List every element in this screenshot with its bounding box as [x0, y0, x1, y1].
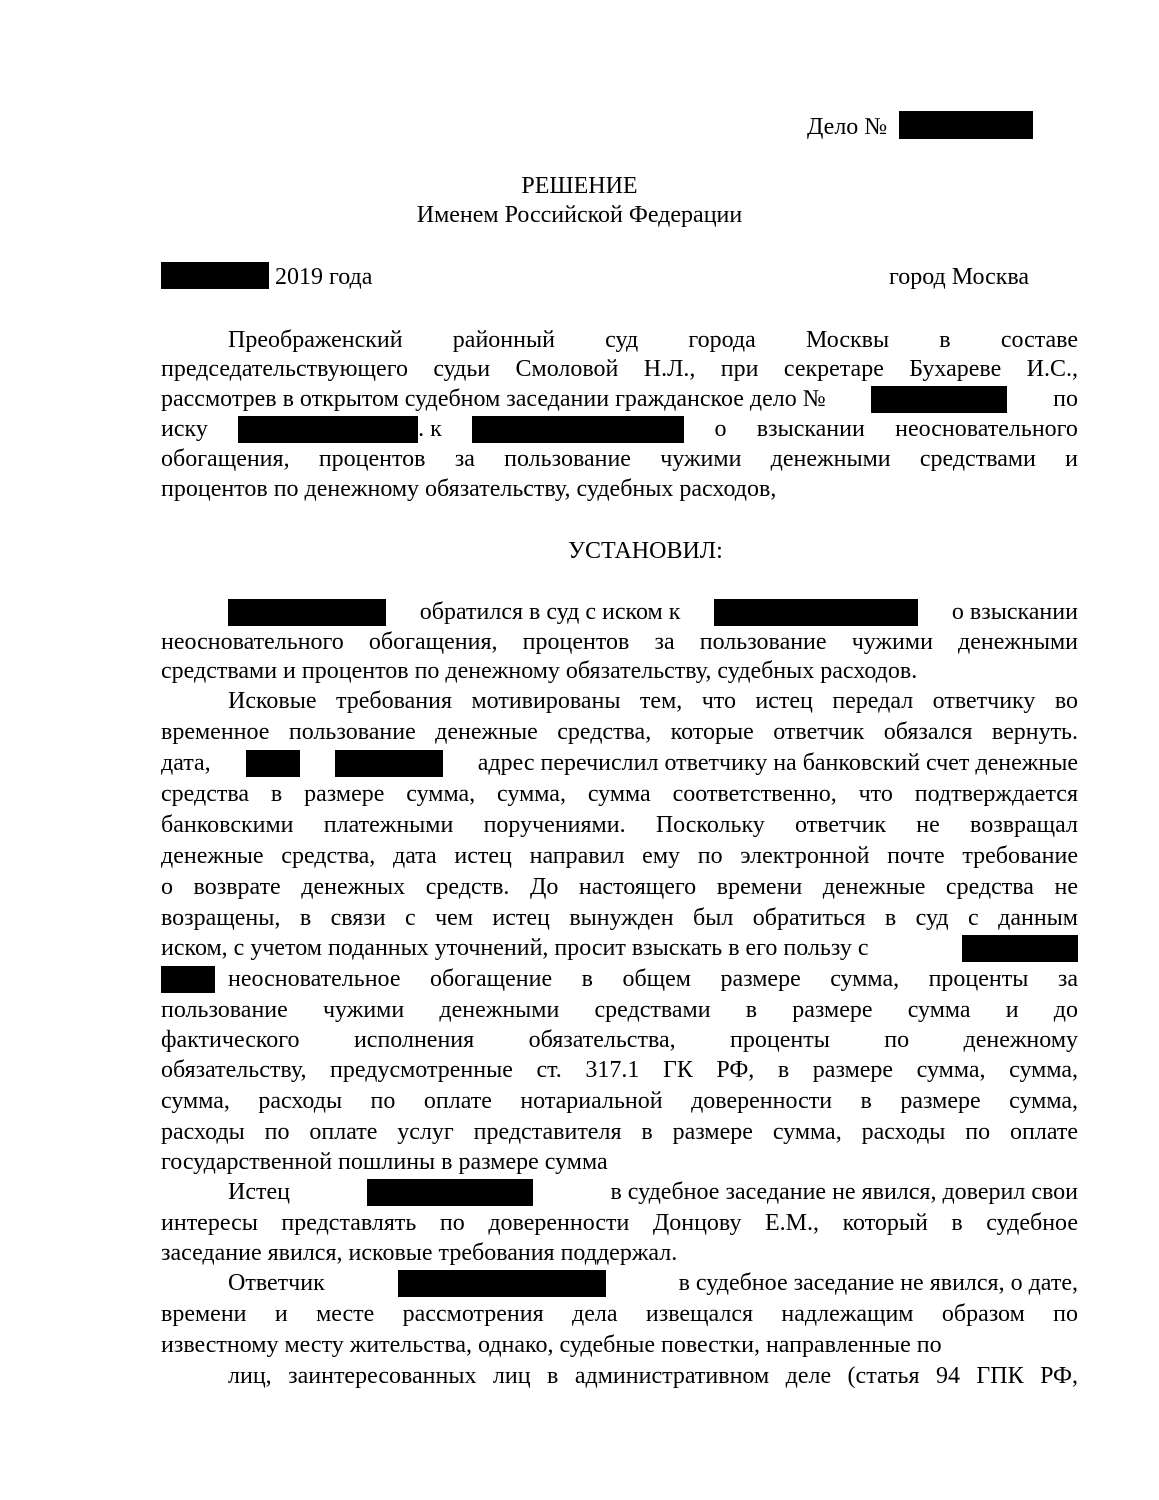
- city: город Москва: [889, 264, 1030, 290]
- body-p4-line-1: [228, 1268, 1078, 1298]
- redacted-block: [335, 750, 443, 777]
- body-p2-line-9: [161, 933, 1078, 963]
- body-p2-line-2: временное пользование денежные средства, которые ответчик обязался вернуть.: [161, 719, 1078, 745]
- body-p4-line-2: времени и месте рассмотрения дела извещался надлежащим образом по: [161, 1301, 1078, 1327]
- text: по: [1053, 386, 1078, 412]
- section-title: УСТАНОВИЛ:: [568, 538, 723, 564]
- body-p2-line-10: [161, 964, 1078, 994]
- text: о взыскании: [951, 599, 1078, 625]
- document-subtitle: Именем Российской Федерации: [416, 202, 743, 228]
- case-number-line: [807, 111, 1033, 142]
- intro-line-4: [161, 414, 1078, 444]
- redacted-block: [367, 1179, 533, 1206]
- redacted-block: [398, 1270, 606, 1297]
- redacted-block: [714, 599, 918, 626]
- intro-line-2: председательствующего судьи Смоловой Н.Л., при секретаре Бухареве И.С.,: [161, 356, 1078, 382]
- body-p3-line-1: [228, 1177, 1078, 1207]
- text: дата,: [161, 750, 211, 776]
- body-p2-line-11: пользование чужими денежными средствами в размере сумма и до: [161, 997, 1078, 1023]
- text: неосновательное обогащение в общем размере сумма, проценты за: [228, 966, 1078, 992]
- body-p4-line-3: известному месту жительства, однако, судебные повестки, направленные по: [161, 1332, 942, 1358]
- body-p2-line-4: средства в размере сумма, сумма, сумма соответственно, что подтверждается: [161, 781, 1078, 807]
- body-p2-line-5: банковскими платежными поручениями. Поскольку ответчик не возвращал: [161, 812, 1078, 838]
- text: взыскании: [756, 416, 865, 442]
- text: в судебное заседание не явился, доверил свои: [610, 1179, 1078, 1205]
- body-p2-line-7: о возврате денежных средств. До настоящего времени денежные средства не: [161, 874, 1078, 900]
- redacted-block: [472, 416, 684, 443]
- redacted-block: [161, 262, 269, 289]
- text: иску: [161, 416, 208, 442]
- body-p2-line-15: расходы по оплате услуг представителя в размере сумма, расходы по оплате: [161, 1119, 1078, 1145]
- redacted-block: [871, 386, 1007, 413]
- word: суд: [605, 327, 639, 353]
- text: обратился в суд с иском к: [419, 599, 681, 625]
- intro-line-6: процентов по денежному обязательству, судебных расходов,: [161, 476, 777, 502]
- redacted-block: [228, 599, 386, 626]
- text: неосновательного: [895, 416, 1078, 442]
- text: . к: [418, 416, 442, 442]
- redacted-block: [238, 416, 418, 443]
- body-p2-line-12: фактического исполнения обязательства, проценты по денежному: [161, 1027, 1078, 1053]
- case-number-label: Дело №: [807, 114, 888, 140]
- redacted-block: [962, 935, 1078, 962]
- body-p2-line-14: сумма, расходы по оплате нотариальной доверенности в размере сумма,: [161, 1088, 1078, 1114]
- redacted-block: [899, 111, 1033, 139]
- body-p2-line-6: денежные средства, дата истец направил ему по электронной почте требование: [161, 843, 1078, 869]
- word: Москвы: [805, 327, 890, 353]
- word: составе: [1000, 327, 1078, 353]
- text: рассмотрев в открытом судебном заседании гражданское дело №: [161, 386, 826, 412]
- intro-line-5: обогащения, процентов за пользование чужими денежными средствами и: [161, 446, 1078, 472]
- word: Преображенский: [228, 327, 403, 353]
- body-p2-line-16: государственной пошлины в размере сумма: [161, 1149, 608, 1175]
- text: в судебное заседание не явился, о дате,: [678, 1270, 1078, 1296]
- body-p2-line-3: [161, 748, 1078, 778]
- body-p3-line-2: интересы представлять по доверенности Донцову Е.М., который в судебное: [161, 1210, 1078, 1236]
- body-p5-line-1: лиц, заинтересованных лиц в административном деле (статья 94 ГПК РФ,: [228, 1363, 1078, 1389]
- plaintiff-group: [238, 414, 442, 444]
- word: районный: [452, 327, 555, 353]
- date-line: [161, 262, 372, 292]
- date-year: 2019 года: [275, 264, 373, 290]
- text: иском, с учетом поданных уточнений, просит взыскать в его пользу с: [161, 935, 869, 961]
- intro-line-3: [161, 384, 1078, 414]
- body-p2-line-13: обязательству, предусмотренные ст. 317.1 ГК РФ, в размере сумма, сумма,: [161, 1057, 1078, 1083]
- body-p1-line-2: неосновательного обогащения, процентов за пользование чужими денежными: [161, 629, 1078, 655]
- body-p3-line-3: заседание явился, исковые требования поддержал.: [161, 1240, 678, 1266]
- redacted-block: [161, 966, 215, 993]
- word: в: [939, 327, 951, 353]
- text: адрес перечислил ответчику на банковский счет денежные: [477, 750, 1078, 776]
- body-p2-line-8: возращены, в связи с чем истец вынужден был обратиться в суд с данным: [161, 905, 1078, 931]
- intro-line-1: [228, 325, 1078, 355]
- redacted-block: [246, 750, 300, 777]
- text: Истец: [228, 1179, 290, 1205]
- body-p1-line-3: средствами и процентов по денежному обязательству, судебных расходов.: [161, 658, 918, 684]
- body-p1-line-1: [228, 597, 1078, 627]
- text: о: [714, 416, 727, 442]
- document-title: РЕШЕНИЕ: [521, 173, 638, 199]
- word: города: [688, 327, 756, 353]
- body-p2-line-1: Исковые требования мотивированы тем, что истец передал ответчику во: [228, 688, 1078, 714]
- text: Ответчик: [228, 1270, 325, 1296]
